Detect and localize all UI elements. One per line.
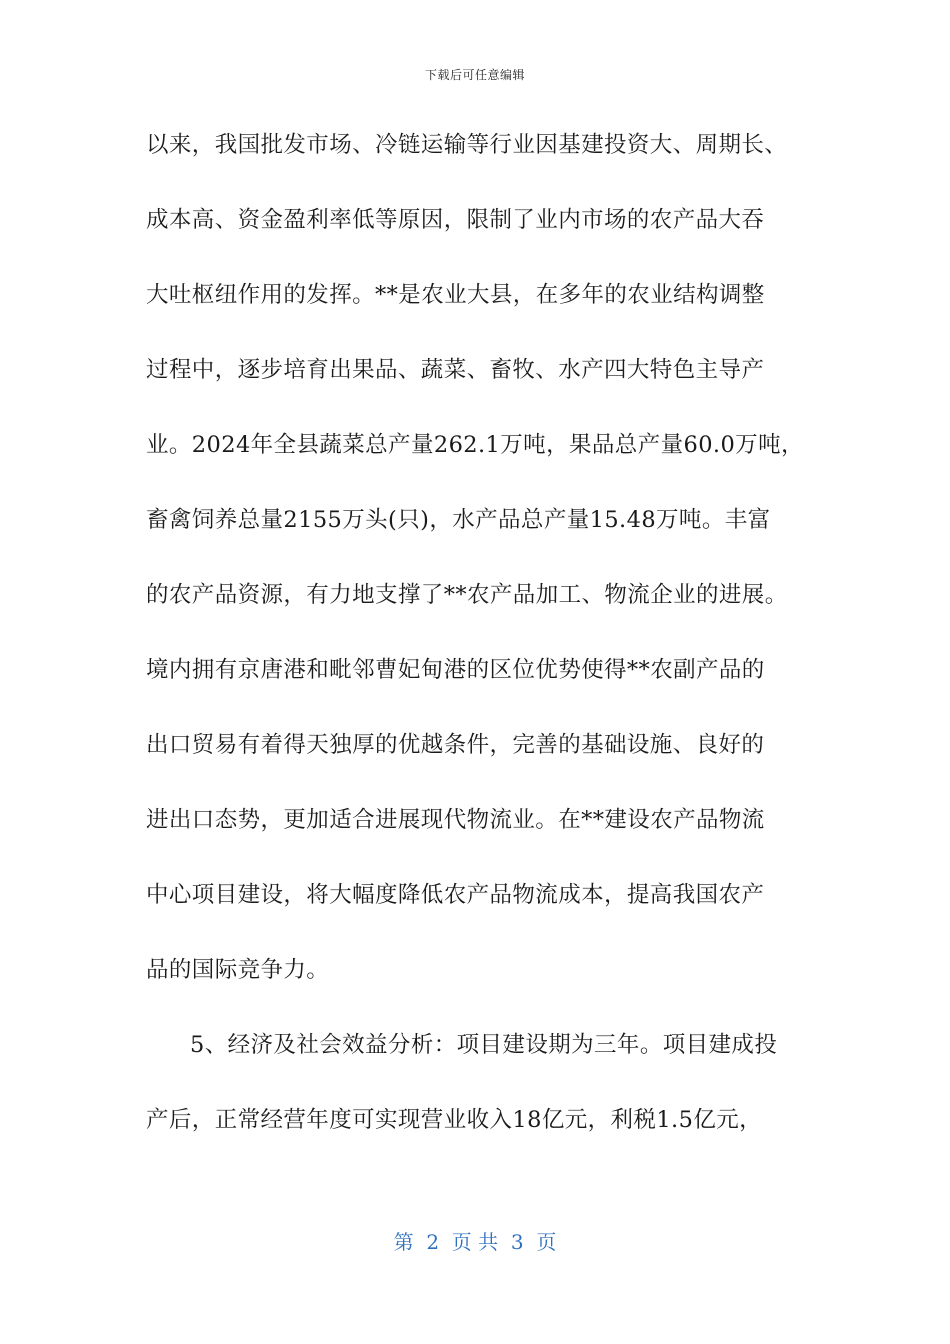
section-heading-line: 5、经济及社会效益分析：项目建设期为三年。项目建成投 xyxy=(190,1032,778,1058)
text-line: 境内拥有京唐港和毗邻曹妃甸港的区位优势使得**农副产品的 xyxy=(146,657,765,683)
text-line: 中心项目建设，将大幅度降低农产品物流成本，提高我国农产 xyxy=(146,882,765,908)
text-line: 产后，正常经营年度可实现营业收入18亿元，利税1.5亿元， xyxy=(146,1107,763,1133)
page-number-footer: 第 2 页 共 3 页 xyxy=(393,1230,557,1254)
text-line: 大吐枢纽作用的发挥。**是农业大县，在多年的农业结构调整 xyxy=(146,282,765,308)
text-line: 业。2024年全县蔬菜总产量262.1万吨，果品总产量60.0万吨， xyxy=(146,432,804,458)
text-line: 成本高、资金盈利率低等原因，限制了业内市场的农产品大吞 xyxy=(146,207,765,233)
text-line: 品的国际竞争力。 xyxy=(146,957,330,983)
page-header-note: 下载后可任意编辑 xyxy=(424,68,525,82)
text-line: 出口贸易有着得天独厚的优越条件，完善的基础设施、良好的 xyxy=(146,732,765,758)
text-line: 过程中，逐步培育出果品、蔬菜、畜牧、水产四大特色主导产 xyxy=(146,357,765,383)
text-line: 畜禽饲养总量2155万头(只)，水产品总产量15.48万吨。丰富 xyxy=(146,507,771,533)
text-line: 进出口态势，更加适合进展现代物流业。在**建设农产品物流 xyxy=(146,807,765,833)
document-body xyxy=(146,126,826,1176)
text-line: 以来，我国批发市场、冷链运输等行业因基建投资大、周期长、 xyxy=(146,132,788,158)
text-line: 的农产品资源，有力地支撑了**农产品加工、物流企业的进展。 xyxy=(146,582,788,608)
